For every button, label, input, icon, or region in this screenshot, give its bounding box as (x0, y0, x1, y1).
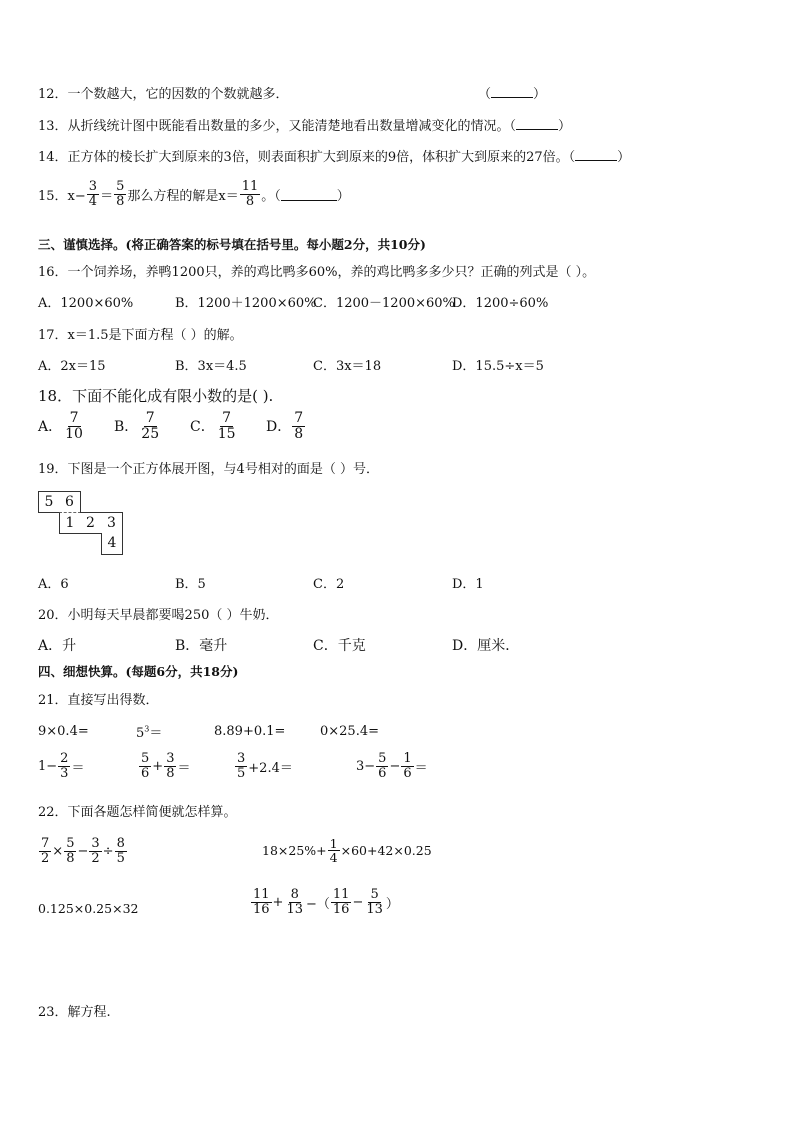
answer-blank[interactable] (491, 85, 533, 98)
section-4-heading: 四、细想快算。(每题6分，共18分) (38, 664, 239, 679)
cube-net-figure (38, 491, 138, 561)
calc-item: $\frac{5}{6}$ + $\frac{3}{8}$ ＝ (141, 751, 191, 781)
question-14: 14．正方体的棱长扩大到原来的3倍，则表面积扩大到原来的9倍，体积扩大到原来的27倍。（ ） (38, 150, 631, 165)
fraction: $\frac{11}{8}$ (241, 179, 259, 209)
fraction: $\frac{7}{8}$ (294, 410, 304, 442)
calc-item: $\frac{3}{5}$ +2.4＝ (237, 751, 293, 781)
option-d[interactable]: D．1 (452, 577, 484, 592)
expression-2: 18×25%+ $\frac{1}{4}$ ×60+42×0.25 (262, 836, 432, 866)
calc-item-power: $5^3=$ (136, 724, 163, 741)
question-21-text: 21．直接写出得数． (38, 693, 159, 708)
expression-1: $\frac{7}{2}$ × $\frac{5}{8}$ − $\frac{3}{2}$ ÷ $\frac{8}{5}$ (41, 836, 125, 866)
net-face-2: 2 (80, 512, 102, 534)
question-12 (38, 83, 289, 102)
calc-item: 8.89+0.1= (214, 724, 286, 739)
expression-4: $\frac{11}{16}$ + $\frac{8}{13}$ −（ $\frac{11}{16}$ − $\frac{5}{13}$ ） (253, 887, 399, 917)
option-a[interactable]: A．6 (38, 577, 69, 592)
question-19-text: 19．下图是一个正方体展开图，与4号相对的面是（ ）号． (38, 462, 379, 477)
question-13-text: 13．从折线统计图中既能看出数量的多少，又能清楚地看出数量增减变化的情况。（ (38, 119, 517, 134)
question-17-text: 17．x＝1.5是下面方程（ ）的解。 (38, 328, 243, 343)
fraction: $\frac{7}{15}$ (217, 410, 236, 442)
option-d[interactable]: D．15.5÷x＝5 (452, 359, 544, 374)
question-15: 15．x− $\frac{3}{4}$ ＝ $\frac{5}{8}$ 那么方程的解是x＝ $\frac{11}{8}$ 。（ ） (38, 179, 350, 209)
question-13: 13．从折线统计图中既能看出数量的多少，又能清楚地看出数量增减变化的情况。（ ） (38, 119, 572, 134)
option-a[interactable]: A．升 (38, 638, 77, 654)
option-a[interactable]: A．2x＝15 (38, 359, 106, 374)
question-20-text: 20．小明每天早晨都要喝250（ ）牛奶． (38, 608, 279, 623)
option-b[interactable]: B．毫升 (175, 638, 228, 654)
option-d[interactable]: D． $\frac{7}{8}$ (266, 410, 304, 442)
question-16-text: 16．一个饲养场，养鸭1200只，养的鸡比鸭多60%，养的鸡比鸭多多少只？正确的列式是（ ）。 (38, 265, 596, 280)
option-a[interactable]: A．1200×60% (38, 296, 134, 311)
expression-3: 0.125×0.25×32 (38, 901, 139, 916)
option-d[interactable]: D．1200÷60% (452, 296, 549, 311)
calc-item: 3− $\frac{5}{6}$ − $\frac{1}{6}$ ＝ (356, 751, 428, 781)
option-d[interactable]: D．厘米． (452, 638, 520, 654)
answer-blank[interactable] (575, 148, 617, 161)
option-c[interactable]: C．3x＝18 (313, 359, 382, 374)
fraction: $\frac{7}{25}$ (141, 410, 160, 442)
net-face-4: 4 (101, 533, 123, 555)
fraction: $\frac{5}{8}$ (116, 179, 125, 209)
option-a[interactable]: A． $\frac{7}{10}$ (38, 410, 83, 442)
question-12-text: 12．一个数越大，它的因数的个数就越多． (38, 87, 289, 102)
answer-paren-12: （ ） (478, 87, 547, 102)
question-18-text: 18．下面不能化成有限小数的是( ). (38, 387, 274, 405)
option-b[interactable]: B． $\frac{7}{25}$ (114, 410, 160, 442)
option-c[interactable]: C．2 (313, 577, 345, 592)
question-22-text: 22．下面各题怎样简便就怎样算。 (38, 805, 237, 820)
fraction: $\frac{3}{4}$ (88, 179, 98, 209)
fraction: $\frac{7}{10}$ (65, 410, 83, 442)
calc-item: 9×0.4= (38, 724, 89, 739)
option-b[interactable]: B．1200＋1200×60% (175, 296, 317, 311)
net-face-5: 5 (38, 491, 60, 513)
option-c[interactable]: C．千克 (313, 638, 366, 654)
net-face-1: 1 (59, 512, 81, 534)
option-c[interactable]: C．1200－1200×60% (313, 296, 455, 311)
option-b[interactable]: B．5 (175, 577, 206, 592)
answer-blank[interactable] (516, 117, 558, 130)
answer-blank[interactable] (281, 188, 337, 201)
calc-item: 1− $\frac{2}{3}$ ＝ (38, 751, 85, 781)
option-c[interactable]: C． $\frac{7}{15}$ (190, 410, 236, 442)
calc-item: 0×25.4= (320, 724, 380, 739)
question-14-text: 14．正方体的棱长扩大到原来的3倍，则表面积扩大到原来的9倍，体积扩大到原来的27倍。（ (38, 150, 576, 165)
question-23-text: 23．解方程. (38, 1005, 111, 1020)
section-3-heading: 三、谨慎选择。(将正确答案的标号填在括号里。每小题2分，共10分) (38, 237, 426, 252)
net-face-6: 6 (59, 491, 81, 513)
option-b[interactable]: B．3x＝4.5 (175, 359, 247, 374)
net-face-3: 3 (101, 512, 123, 534)
